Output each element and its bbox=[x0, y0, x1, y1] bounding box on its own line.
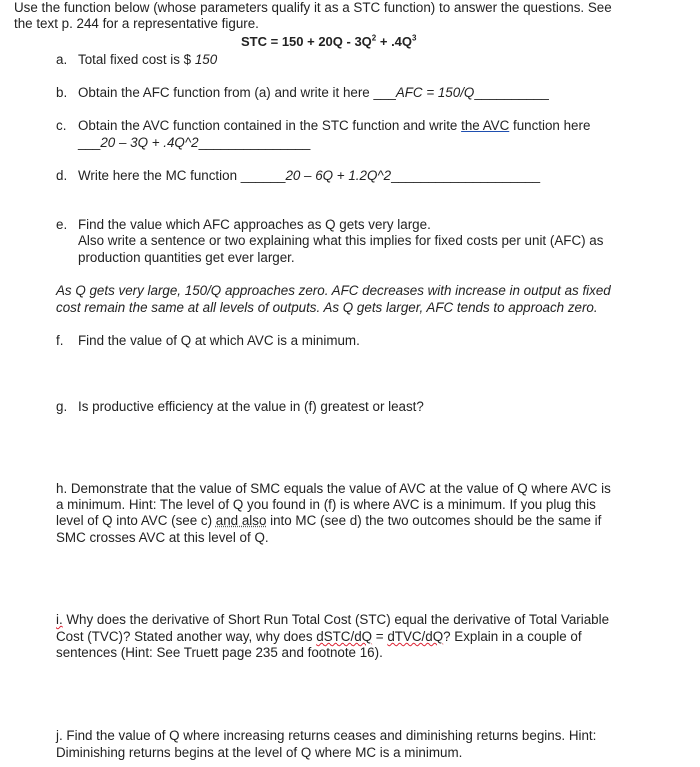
question-h-line-4: SMC crosses AVC at this level of Q. bbox=[56, 530, 269, 545]
marked-phrase: and also bbox=[215, 513, 267, 528]
answer-text: 20 – 6Q + 1.2Q^2 bbox=[285, 168, 392, 183]
answer-blank-lead: ___ bbox=[78, 135, 101, 150]
answer-text: 20 – 3Q + .4Q^2 bbox=[100, 135, 199, 150]
question-i-line-3: sentences (Hint: See Truett page 235 and footnote 16). bbox=[56, 645, 383, 660]
question-text: Total fixed cost is $ bbox=[78, 52, 195, 67]
text-segment: Cost (TVC)? Stated another way, why does bbox=[56, 629, 317, 644]
question-label: g. bbox=[56, 399, 68, 414]
equation-exponent-2: 3 bbox=[412, 33, 417, 43]
question-h-line-2: a minimum. Hint: The level of Q you found in (f) is where AVC is a minimum. If you plug this bbox=[56, 497, 596, 512]
underlined-phrase: the AVC bbox=[461, 118, 510, 133]
equation-part-1: STC = 150 + 20Q - 3Q bbox=[241, 34, 372, 49]
question-text: Why does the derivative of Short Run Total Cost (STC) equal the derivative of Total Variable bbox=[62, 612, 610, 627]
derivative-stc: dSTC/dQ bbox=[316, 629, 373, 644]
question-c bbox=[56, 118, 590, 134]
answer-blank: _______________ bbox=[198, 135, 311, 150]
equals-sign: = bbox=[372, 629, 388, 644]
question-e-line-1 bbox=[56, 217, 431, 233]
intro-line-2: the text p. 244 for a representative figure. bbox=[14, 16, 259, 31]
question-text: Find the value which AFC approaches as Q gets very large. bbox=[78, 217, 431, 232]
question-d bbox=[56, 168, 540, 184]
question-c-answer bbox=[78, 135, 310, 151]
answer-blank: __________ bbox=[474, 85, 549, 100]
question-text: Write here the MC function ______ bbox=[78, 168, 286, 183]
answer-blank: ____________________ bbox=[391, 168, 541, 183]
question-label: i. bbox=[56, 612, 63, 627]
question-i-line-1 bbox=[56, 612, 609, 628]
question-b bbox=[56, 85, 549, 101]
intro-line-1: Use the function below (whose parameters qualify it as a STC function) to answer the questions. See bbox=[14, 0, 612, 15]
answer-text: AFC = 150/Q bbox=[395, 85, 475, 100]
question-text: Obtain the AFC function from (a) and write it here ___ bbox=[78, 85, 396, 100]
text-segment: ? Explain in a couple of bbox=[443, 629, 582, 644]
question-e-line-2: Also write a sentence or two explaining what this implies for fixed costs per unit (AFC) as bbox=[78, 233, 604, 248]
question-text: Obtain the AVC function contained in the STC function and write bbox=[78, 118, 462, 133]
question-label: a. bbox=[56, 52, 68, 67]
question-f bbox=[56, 333, 360, 349]
question-label: c. bbox=[56, 118, 67, 133]
question-label: d. bbox=[56, 168, 68, 183]
equation-part-2: + .4Q bbox=[376, 34, 413, 49]
question-h-line-3 bbox=[56, 513, 601, 529]
derivative-tvc: dTVC/dQ bbox=[387, 629, 444, 644]
question-text: Is productive efficiency at the value in (f) greatest or least? bbox=[78, 399, 424, 414]
question-h-line-1: h. Demonstrate that the value of SMC equals the value of AVC at the value of Q where AVC is bbox=[56, 481, 611, 496]
answer-e-line-2: cost remain the same at all levels of outputs. As Q gets larger, AFC tends to approach zero. bbox=[56, 300, 598, 315]
answer-text: 150 bbox=[194, 52, 218, 67]
question-label: f. bbox=[56, 333, 64, 348]
answer-e-line-1: As Q gets very large, 150/Q approaches zero. AFC decreases with increase in output as fixed bbox=[56, 283, 611, 298]
question-i-line-2 bbox=[56, 629, 582, 645]
question-g bbox=[56, 399, 424, 415]
question-text: Find the value of Q at which AVC is a minimum. bbox=[78, 333, 360, 348]
stc-equation bbox=[241, 34, 416, 50]
equation-exponent-1: 2 bbox=[371, 33, 377, 43]
text-segment: level of Q into AVC (see c) bbox=[56, 513, 216, 528]
question-label: e. bbox=[56, 217, 68, 232]
question-j-line-1: j. Find the value of Q where increasing returns ceases and diminishing returns begins. Hint: bbox=[56, 728, 597, 743]
question-j-line-2: Diminishing returns begins at the level of Q where MC is a minimum. bbox=[56, 745, 463, 760]
question-a bbox=[56, 52, 217, 68]
text-segment: into MC (see d) the two outcomes should be the same if bbox=[266, 513, 602, 528]
question-label: b. bbox=[56, 85, 68, 100]
question-e-line-3: production quantities get ever larger. bbox=[78, 250, 295, 265]
question-text-end: function here bbox=[509, 118, 591, 133]
